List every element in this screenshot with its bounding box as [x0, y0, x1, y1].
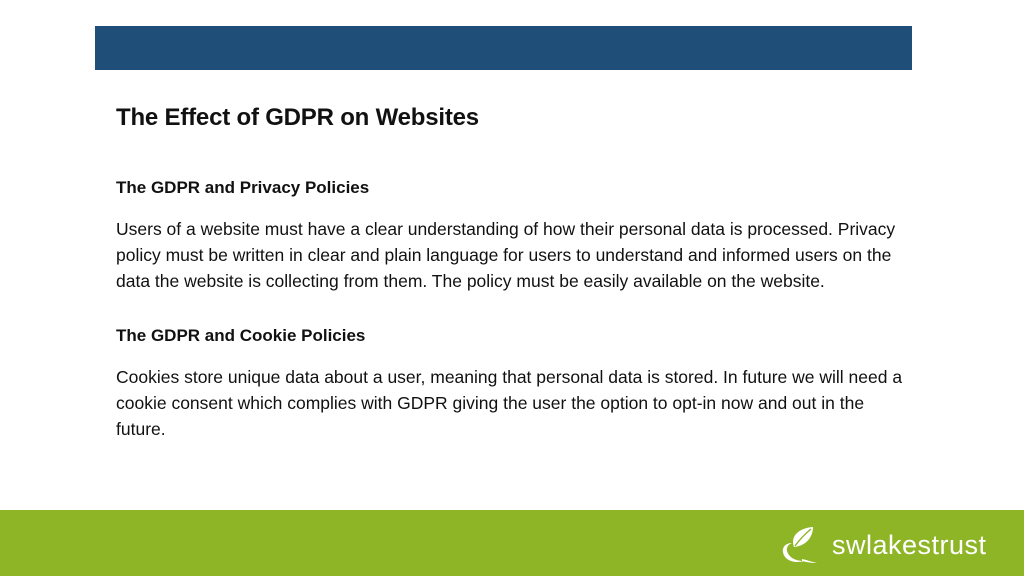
brand-logo-text: swlakestrust: [832, 530, 987, 560]
slide-content: [116, 100, 916, 442]
header-banner: [95, 26, 912, 70]
footer-bar: [0, 510, 1024, 576]
slide-title: The Effect of GDPR on Websites: [116, 104, 479, 131]
section-heading-cookie: The GDPR and Cookie Policies: [116, 326, 366, 345]
brand-logo: [780, 525, 987, 565]
leaf-icon: [780, 525, 826, 565]
section-body-cookie: Cookies store unique data about a user, meaning that personal data is stored. In future we will need a cookie consent which complies with GDPR giving the user the option to opt-in now and out in the future.: [116, 367, 903, 439]
section-heading-privacy: The GDPR and Privacy Policies: [116, 178, 370, 197]
section-body-privacy: Users of a website must have a clear understanding of how their personal data is processed. Privacy policy must be written in clear and plain language for users to understand and informed users on the data the website is collecting from them. The policy must be easily available on the website.: [116, 219, 896, 291]
